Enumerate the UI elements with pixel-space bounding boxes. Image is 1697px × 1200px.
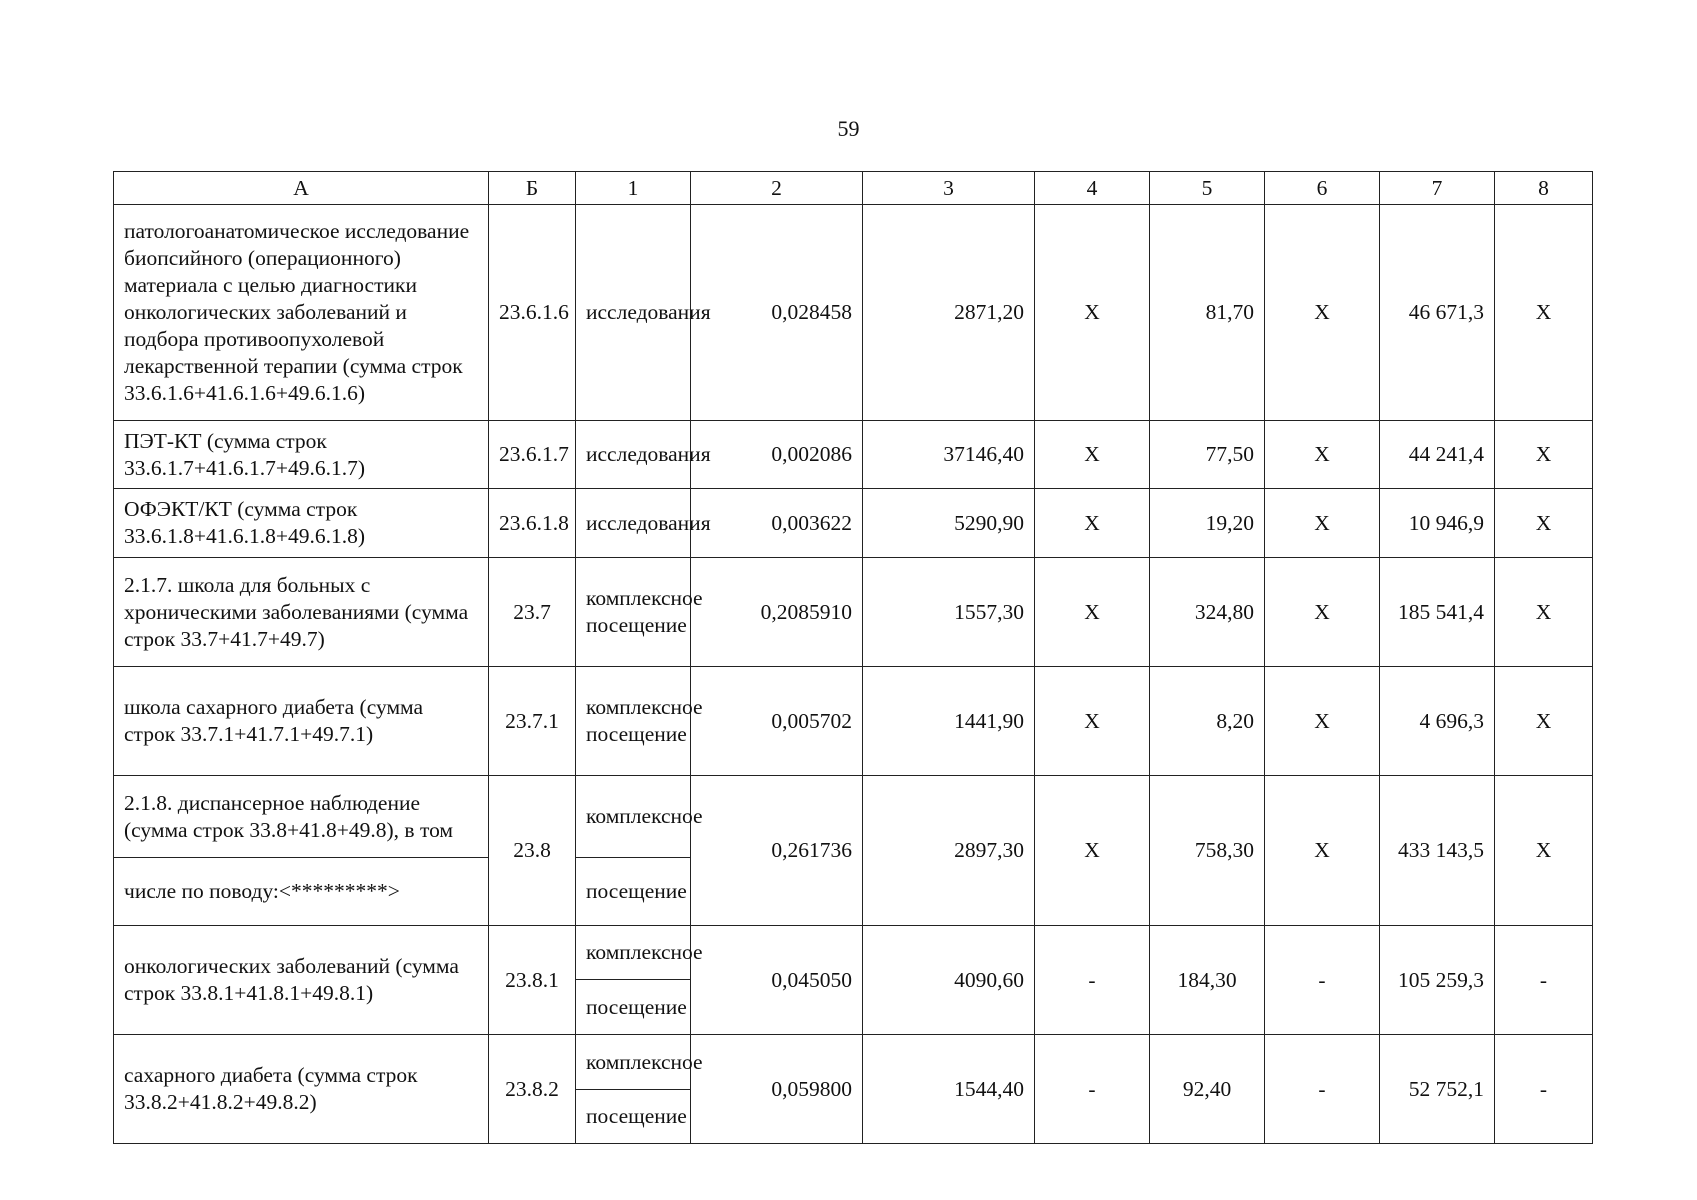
- table-row: [114, 558, 1593, 667]
- table-row: [114, 667, 1593, 776]
- cell-col-6: -: [1265, 926, 1380, 1035]
- row-name: ОФЭКТ/КТ (сумма строк 33.6.1.8+41.6.1.8+49.6.1.8): [114, 489, 489, 558]
- row-code: 23.7: [489, 558, 576, 667]
- cell-col-2: 0,059800: [691, 1035, 863, 1144]
- row-code: 23.8.2: [489, 1035, 576, 1144]
- cell-col-6: Х: [1265, 205, 1380, 421]
- cell-col-2: 0,045050: [691, 926, 863, 1035]
- cell-col-5: 8,20: [1150, 667, 1265, 776]
- row-unit: посещение: [576, 980, 691, 1035]
- row-code: 23.8.1: [489, 926, 576, 1035]
- cell-col-4: Х: [1035, 558, 1150, 667]
- row-code: 23.7.1: [489, 667, 576, 776]
- cell-col-4: -: [1035, 1035, 1150, 1144]
- row-unit: посещение: [576, 1090, 691, 1144]
- row-unit: исследования: [576, 489, 691, 558]
- col-header: 5: [1150, 172, 1265, 205]
- cell-col-8: -: [1495, 1035, 1593, 1144]
- cell-col-2: 0,2085910: [691, 558, 863, 667]
- cell-col-3: 1544,40: [863, 1035, 1035, 1144]
- cell-col-5: 184,30: [1150, 926, 1265, 1035]
- table-row: [114, 421, 1593, 489]
- cell-col-7: 52 752,1: [1380, 1035, 1495, 1144]
- cell-col-5: 324,80: [1150, 558, 1265, 667]
- cell-col-7: 105 259,3: [1380, 926, 1495, 1035]
- col-header: 8: [1495, 172, 1593, 205]
- row-unit: комплексное: [576, 926, 691, 980]
- row-name: школа сахарного диабета (сумма строк 33.7.1+41.7.1+49.7.1): [114, 667, 489, 776]
- col-header: 2: [691, 172, 863, 205]
- col-header: 4: [1035, 172, 1150, 205]
- row-unit: комплексное: [576, 776, 691, 858]
- cell-col-7: 185 541,4: [1380, 558, 1495, 667]
- row-code: 23.8: [489, 776, 576, 926]
- table-row: [114, 1035, 1593, 1090]
- row-unit: комплексное посещение: [576, 558, 691, 667]
- cell-col-5: 77,50: [1150, 421, 1265, 489]
- cell-col-2: 0,002086: [691, 421, 863, 489]
- col-header: 6: [1265, 172, 1380, 205]
- cell-col-5: 81,70: [1150, 205, 1265, 421]
- cell-col-4: Х: [1035, 667, 1150, 776]
- cell-col-4: Х: [1035, 776, 1150, 926]
- col-header: А: [114, 172, 489, 205]
- cell-col-6: Х: [1265, 489, 1380, 558]
- table-row: [114, 205, 1593, 421]
- cell-col-3: 4090,60: [863, 926, 1035, 1035]
- row-unit: комплексное: [576, 1035, 691, 1090]
- cell-col-3: 1441,90: [863, 667, 1035, 776]
- cell-col-6: Х: [1265, 421, 1380, 489]
- cell-col-2: 0,028458: [691, 205, 863, 421]
- cell-col-8: -: [1495, 926, 1593, 1035]
- cell-col-5: 92,40: [1150, 1035, 1265, 1144]
- cell-col-7: 433 143,5: [1380, 776, 1495, 926]
- cell-col-3: 2871,20: [863, 205, 1035, 421]
- page-number: 59: [837, 116, 860, 141]
- cell-col-4: Х: [1035, 489, 1150, 558]
- cell-col-8: Х: [1495, 558, 1593, 667]
- table-row: [114, 776, 1593, 858]
- cell-col-8: Х: [1495, 489, 1593, 558]
- cell-col-6: Х: [1265, 558, 1380, 667]
- row-unit: исследования: [576, 205, 691, 421]
- col-header: 7: [1380, 172, 1495, 205]
- row-code: 23.6.1.7: [489, 421, 576, 489]
- row-name: числе по поводу:<*********>: [114, 858, 489, 926]
- row-name: онкологических заболеваний (сумма строк 33.8.1+41.8.1+49.8.1): [114, 926, 489, 1035]
- cell-col-2: 0,003622: [691, 489, 863, 558]
- col-header: 1: [576, 172, 691, 205]
- row-unit: исследования: [576, 421, 691, 489]
- table-row: [114, 926, 1593, 980]
- cell-col-7: 46 671,3: [1380, 205, 1495, 421]
- row-name: 2.1.8. диспансерное наблюдение (сумма строк 33.8+41.8+49.8), в том: [114, 776, 489, 858]
- cell-col-8: Х: [1495, 776, 1593, 926]
- cell-col-5: 19,20: [1150, 489, 1265, 558]
- cell-col-3: 5290,90: [863, 489, 1035, 558]
- cell-col-6: Х: [1265, 667, 1380, 776]
- cell-col-4: -: [1035, 926, 1150, 1035]
- col-header: Б: [489, 172, 576, 205]
- cell-col-2: 0,005702: [691, 667, 863, 776]
- header-row: [114, 172, 1593, 205]
- cell-col-3: 2897,30: [863, 776, 1035, 926]
- row-name: патологоанатомическое исследование биопсийного (операционного) материала с целью диагностики онкологических заболеваний и подбора противоопухолевой лекарственной терапии (сумма строк 33.6.1.6+41.6.1.6+49.6.1.6): [114, 205, 489, 421]
- row-name: ПЭТ-КТ (сумма строк 33.6.1.7+41.6.1.7+49.6.1.7): [114, 421, 489, 489]
- cell-col-8: Х: [1495, 667, 1593, 776]
- cell-col-7: 44 241,4: [1380, 421, 1495, 489]
- cell-col-6: Х: [1265, 776, 1380, 926]
- cell-col-3: 37146,40: [863, 421, 1035, 489]
- row-code: 23.6.1.8: [489, 489, 576, 558]
- cell-col-4: Х: [1035, 205, 1150, 421]
- cell-col-8: Х: [1495, 421, 1593, 489]
- table-row: [114, 489, 1593, 558]
- cell-col-5: 758,30: [1150, 776, 1265, 926]
- row-unit: посещение: [576, 858, 691, 926]
- cell-col-2: 0,261736: [691, 776, 863, 926]
- row-name: 2.1.7. школа для больных с хроническими заболеваниями (сумма строк 33.7+41.7+49.7): [114, 558, 489, 667]
- cell-col-6: -: [1265, 1035, 1380, 1144]
- row-code: 23.6.1.6: [489, 205, 576, 421]
- cell-col-7: 10 946,9: [1380, 489, 1495, 558]
- cell-col-4: Х: [1035, 421, 1150, 489]
- cell-col-8: Х: [1495, 205, 1593, 421]
- row-name: сахарного диабета (сумма строк 33.8.2+41.8.2+49.8.2): [114, 1035, 489, 1144]
- row-unit: комплексное посещение: [576, 667, 691, 776]
- col-header: 3: [863, 172, 1035, 205]
- data-table: [113, 171, 1593, 1144]
- cell-col-7: 4 696,3: [1380, 667, 1495, 776]
- cell-col-3: 1557,30: [863, 558, 1035, 667]
